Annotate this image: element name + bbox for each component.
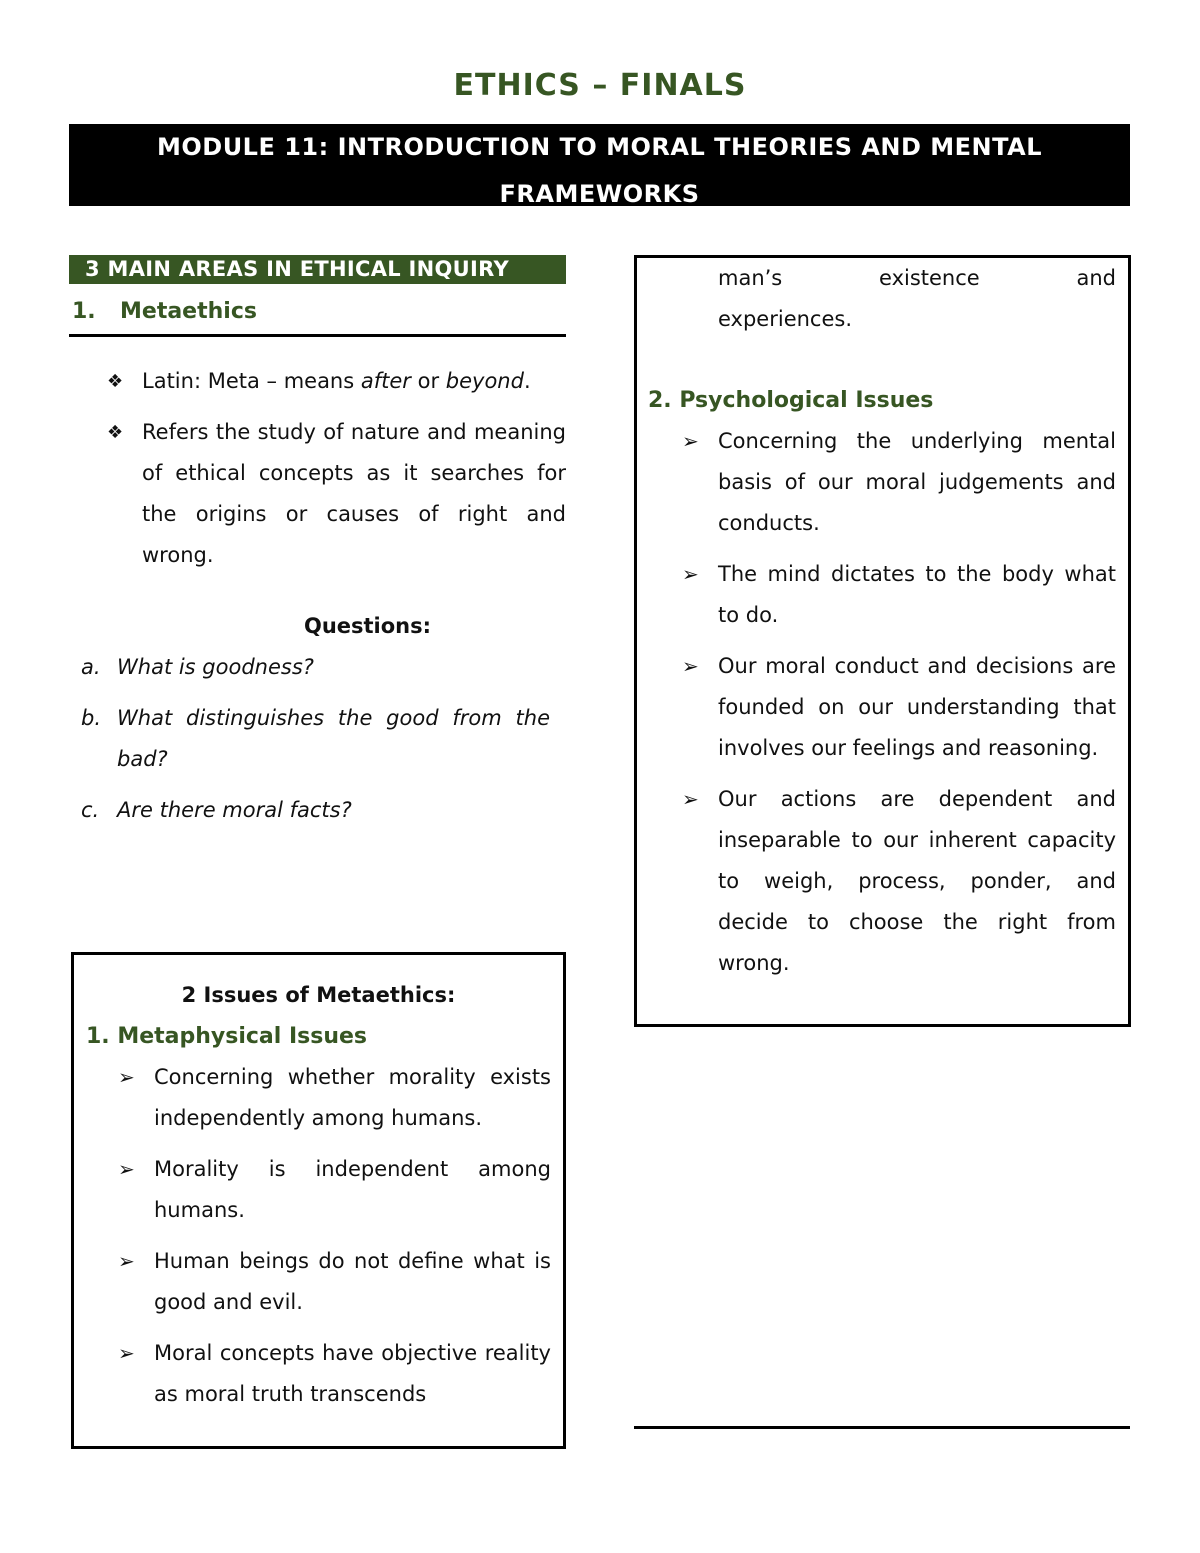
arrow-bullet-icon: ➢: [682, 429, 699, 453]
module-title-bar: [69, 124, 1130, 206]
psychological-issues-list: [637, 421, 1128, 984]
module-title-line-1: MODULE 11: INTRODUCTION TO MORAL THEORIES AND MENTAL: [156, 133, 1043, 161]
metaethics-heading-text: Metaethics: [120, 299, 257, 324]
questions-list: [69, 647, 566, 831]
questions-heading: Questions:: [303, 614, 432, 638]
metaethics-bullets: [69, 361, 566, 576]
diamond-bullet-icon: ❖: [107, 371, 124, 392]
list-item: b. What distinguishes the good from the bad?: [81, 706, 550, 771]
list-item: ➢ The mind dictates to the body what to do.: [637, 554, 1128, 636]
list-item: c. Are there moral facts?: [81, 798, 352, 822]
section-badge: 3 MAIN AREAS IN ETHICAL INQUIRY: [69, 255, 566, 284]
list-item: ❖ Latin: Meta – means after or beyond.: [69, 361, 566, 402]
list-item: ➢ Concerning the underlying mental basis of our moral judgements and conducts.: [637, 421, 1128, 544]
list-item: ➢ Moral concepts have objective reality as moral truth transcends: [74, 1333, 563, 1415]
arrow-bullet-icon: ➢: [682, 562, 699, 586]
list-item: ➢ Human beings do not define what is good and evil.: [74, 1241, 563, 1323]
psychological-issues-heading: 2. Psychological Issues: [648, 388, 934, 413]
psychological-issues-box: [634, 255, 1131, 1027]
list-item: ➢ Our moral conduct and decisions are founded on our understanding that involves our feelings and reasoning.: [637, 646, 1128, 769]
emphasis-after: after: [360, 369, 411, 393]
list-item: ❖ Refers the study of nature and meaning of ethical concepts as it searches for the origins or causes of right and wrong.: [69, 412, 566, 576]
metaethics-heading: [69, 296, 566, 337]
metaethics-number: 1.: [72, 299, 96, 324]
list-item: ➢ Our actions are dependent and inseparable to our inherent capacity to weigh, process, ponder, and decide to choose the right from wrong.: [637, 779, 1128, 984]
metaphysical-issues-heading: 1. Metaphysical Issues: [86, 1024, 368, 1049]
continued-text-line-2: experiences.: [718, 307, 853, 331]
metaphysical-issues-list: [74, 1057, 563, 1415]
arrow-bullet-icon: ➢: [682, 654, 699, 678]
arrow-bullet-icon: ➢: [118, 1065, 135, 1089]
diamond-bullet-icon: ❖: [107, 422, 124, 443]
horizontal-divider: [634, 1426, 1130, 1429]
issues-title: 2 Issues of Metaethics:: [181, 983, 456, 1007]
arrow-bullet-icon: ➢: [682, 787, 699, 811]
arrow-bullet-icon: ➢: [118, 1249, 135, 1273]
arrow-bullet-icon: ➢: [118, 1341, 135, 1365]
list-item: ➢ Morality is independent among humans.: [74, 1149, 563, 1231]
list-item: a. What is goodness?: [81, 655, 314, 679]
left-column: [69, 255, 566, 841]
module-title-line-2: FRAMEWORKS: [499, 180, 700, 208]
issues-of-metaethics-box: [71, 952, 566, 1449]
emphasis-beyond: beyond: [445, 369, 524, 393]
page-title: ETHICS – FINALS: [453, 68, 747, 103]
continued-text-line-1: man’s existence and: [718, 266, 1116, 290]
list-item: ➢ Concerning whether morality exists independently among humans.: [74, 1057, 563, 1139]
arrow-bullet-icon: ➢: [118, 1157, 135, 1181]
